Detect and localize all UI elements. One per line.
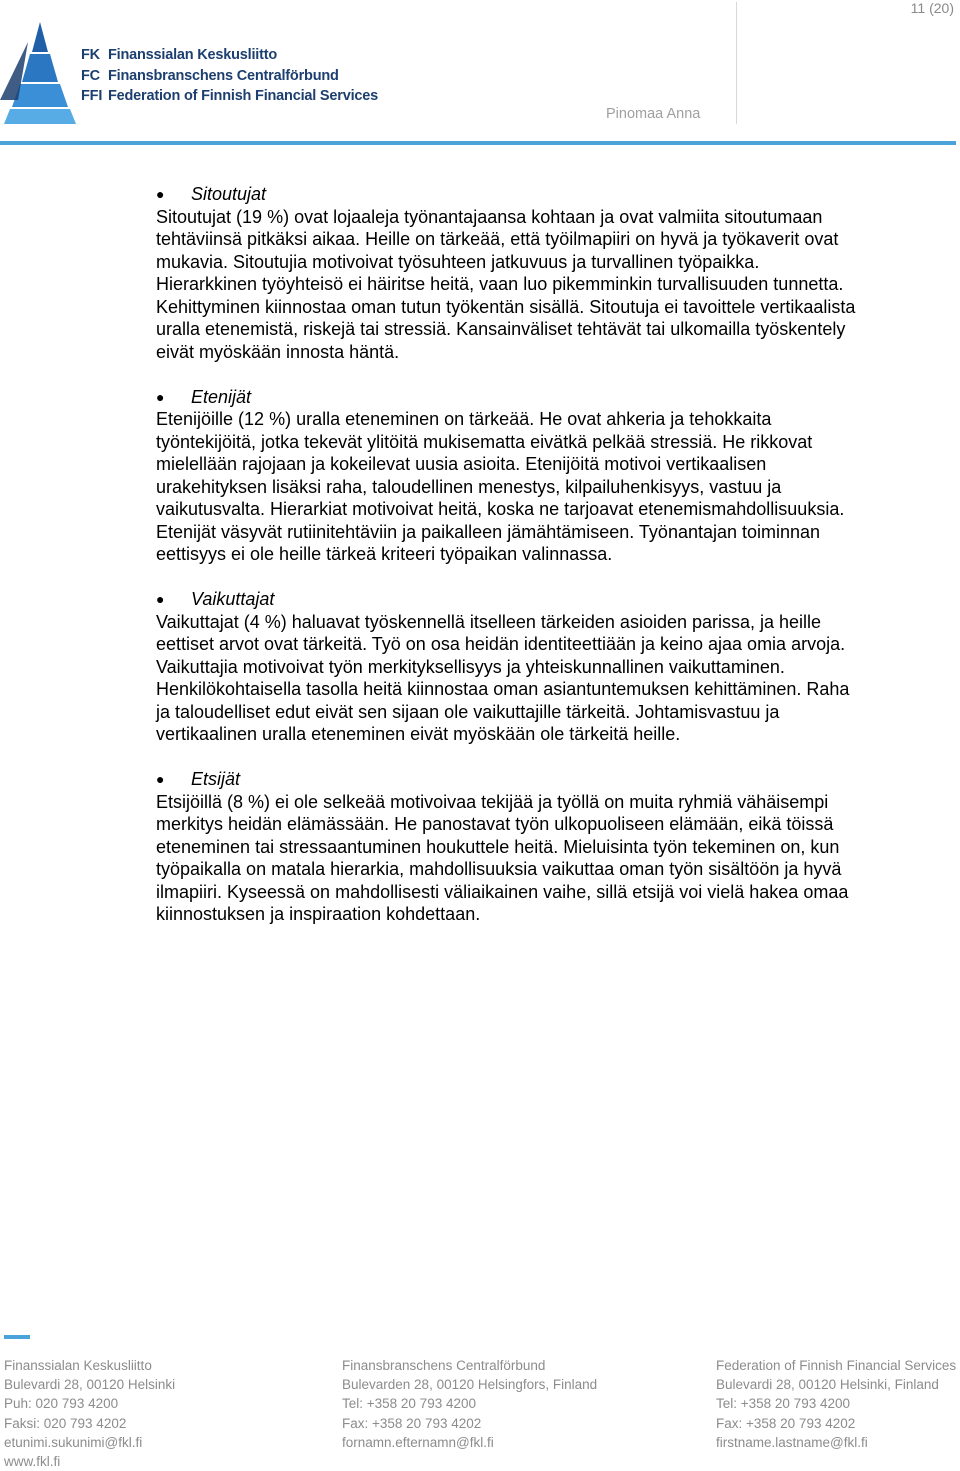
header-divider bbox=[736, 2, 737, 124]
logo-text bbox=[81, 45, 378, 107]
logo-line-fc: FC Finansbranschens Centralförbund bbox=[81, 67, 339, 84]
text-line: Hierarkkinen työyhteisö ei häiritse heitä, vaan luo pikemminkin turvallisuuden tunnetta. bbox=[156, 274, 844, 294]
document-body bbox=[156, 183, 956, 948]
text-line: työntekijöitä, jotka tekevät ylitöitä mukisematta eivätkä pelkää stressiä. He rikkovat bbox=[156, 431, 813, 452]
text-line: Etsijöillä (8 %) ei ole selkeää motivoivaa tekijää ja työllä on muita ryhmiä vähäisempi bbox=[156, 791, 829, 812]
text-line: eteneminen tai stressaantuminen houkuttele heitä. Mieluisinta työn tekeminen on, kun bbox=[156, 836, 840, 857]
footer-fax: Fax: +358 20 793 4202 bbox=[342, 1415, 482, 1431]
section-title: Sitoutujat bbox=[191, 184, 267, 204]
bullet-icon: ● bbox=[156, 388, 165, 405]
section-etenijat bbox=[156, 386, 956, 566]
text-line: Henkilökohtaisella tasolla heitä kiinnostaa oman asiantuntemuksen kehittäminen. Raha bbox=[156, 679, 850, 699]
text-line: Vaikuttajia motivoivat työn merkityksellisyys ja yhteiskunnallinen vaikuttaminen. bbox=[156, 656, 785, 677]
footer-org-name: Federation of Finnish Financial Services bbox=[716, 1358, 957, 1373]
text-line: Vaikuttajat (4 %) haluavat työskennellä itselleen tärkeiden asioiden parissa, ja heille bbox=[156, 611, 822, 632]
text-line: työpaikalla on matala hierarkia, mahdollisuuksia vaikuttaa oman työn sisältöön ja hyvä bbox=[156, 859, 842, 879]
footer-column-fi bbox=[4, 1356, 175, 1471]
section-title: Vaikuttajat bbox=[191, 589, 275, 609]
text-line: mielellään rajojaan ja kokeilevat uusia asioita. Etenijöitä motivoi vertikaalisen bbox=[156, 454, 767, 474]
footer-phone: Tel: +358 20 793 4200 bbox=[342, 1396, 476, 1412]
section-title: Etsijät bbox=[191, 769, 241, 789]
text-line: vertikaalinen uralla eteneminen eivät myöskään ole tärkeitä heille. bbox=[156, 724, 681, 744]
section-heading bbox=[156, 183, 956, 206]
logo-line-fk: FK Finanssialan Keskusliitto bbox=[81, 47, 278, 63]
bullet-icon: ● bbox=[156, 186, 165, 202]
text-line: eettisyys ei ole heille tärkeä kriteeri työpaikan valinnassa. bbox=[156, 544, 613, 564]
section-heading bbox=[156, 768, 956, 791]
section-heading bbox=[156, 386, 956, 409]
author-name: Pinomaa Anna bbox=[606, 106, 701, 122]
footer-fax: Fax: +358 20 793 4202 bbox=[716, 1415, 856, 1431]
footer-column-sv bbox=[342, 1356, 597, 1452]
text-line: Kehittyminen kiinnostaa oman tutun työkentän sisällä. Sitoutuja ei tavoittele vertikaalista bbox=[156, 296, 856, 317]
bullet-icon: ● bbox=[156, 591, 165, 607]
footer-email: fornamn.efternamn@fkl.fi bbox=[342, 1434, 494, 1450]
footer-phone: Puh: 020 793 4200 bbox=[4, 1396, 119, 1412]
footer-address: Bulevardi 28, 00120 Helsinki bbox=[4, 1377, 176, 1393]
footer-org-name: Finansbranschens Centralförbund bbox=[342, 1358, 546, 1373]
footer-accent bbox=[4, 1335, 30, 1339]
bullet-icon: ● bbox=[156, 771, 165, 787]
footer-fax: Faksi: 020 793 4202 bbox=[4, 1415, 127, 1431]
footer-website-link[interactable]: www.fkl.fi bbox=[4, 1454, 61, 1470]
text-line: ja taloudelliset edut eivät sen sijaan ole vaikuttajille tärkeitä. Johtamisvastuu ja bbox=[156, 701, 780, 722]
text-line: Etenijöille (12 %) uralla eteneminen on tärkeää. He ovat ahkeria ja tehokkaita bbox=[156, 409, 772, 429]
footer-column-en bbox=[716, 1356, 956, 1452]
section-vaikuttajat bbox=[156, 588, 956, 746]
section-paragraph bbox=[156, 408, 956, 566]
text-line: uralla etenemistä, riskejä tai stressiä. Kansainväliset tehtävät tai ulkomailla työskentely bbox=[156, 319, 846, 339]
text-line: mukavia. Sitoutujia motivoivat työsuhteen jatkuvuus ja turvallinen työpaikka. bbox=[156, 251, 760, 272]
footer-org-name: Finanssialan Keskusliitto bbox=[4, 1358, 152, 1373]
section-paragraph bbox=[156, 206, 956, 364]
text-line: kiinnostuksen ja inspiraation kohdettaan. bbox=[156, 904, 481, 924]
text-line: tehtäviinsä pitkäksi aikaa. Heille on tärkeää, että työilmapiiri on hyvä ja työkaverit ovat bbox=[156, 229, 839, 249]
section-paragraph bbox=[156, 791, 956, 926]
footer-phone: Tel: +358 20 793 4200 bbox=[716, 1396, 850, 1412]
logo-mark-icon bbox=[0, 22, 80, 127]
text-line: Etenijät väsyvät rutiinitehtäviin ja paikalleen jämähtämiseen. Työnantajan toiminnan bbox=[156, 521, 821, 542]
footer-email: firstname.lastname@fkl.fi bbox=[716, 1434, 868, 1450]
section-title: Etenijät bbox=[191, 386, 252, 407]
logo-line-ffi: FFI Federation of Finnish Financial Services bbox=[81, 88, 378, 104]
text-line: Sitoutujat (19 %) ovat lojaaleja työnantajaansa kohtaan ja ovat valmiita sitoutumaan bbox=[156, 206, 823, 227]
text-line: eivät myöskään innosta häntä. bbox=[156, 341, 400, 362]
text-line: urakehityksen lisäksi raha, taloudellinen menestys, kilpailuhenkisyys, vastuu ja bbox=[156, 476, 782, 497]
section-heading bbox=[156, 588, 956, 611]
footer-email: etunimi.sukunimi@fkl.fi bbox=[4, 1434, 143, 1450]
section-sitoutujat bbox=[156, 183, 956, 363]
page-number: 11 (20) bbox=[910, 0, 954, 16]
section-paragraph bbox=[156, 611, 956, 746]
section-etsijat bbox=[156, 768, 956, 926]
text-line: merkitys heidän elämässään. He panostavat työn ulkopuoliseen elämään, eikä töissä bbox=[156, 814, 834, 834]
footer-address: Bulevarden 28, 00120 Helsingfors, Finland bbox=[342, 1377, 598, 1393]
text-line: ilmapiiri. Kyseessä on mahdollisesti väliaikainen vaihe, sillä etsijä voi vielä hakea omaa bbox=[156, 881, 849, 902]
header-rule bbox=[0, 141, 956, 145]
text-line: vaikutusvalta. Hierarkiat motivoivat heitä, koska ne tarjoavat etenemismahdollisuuksia. bbox=[156, 499, 845, 519]
text-line: eettiset arvot ovat tärkeitä. Työ on osa heidän identiteettiään ja keino ajaa omia arvoja. bbox=[156, 634, 846, 654]
footer-address: Bulevardi 28, 00120 Helsinki, Finland bbox=[716, 1377, 939, 1393]
